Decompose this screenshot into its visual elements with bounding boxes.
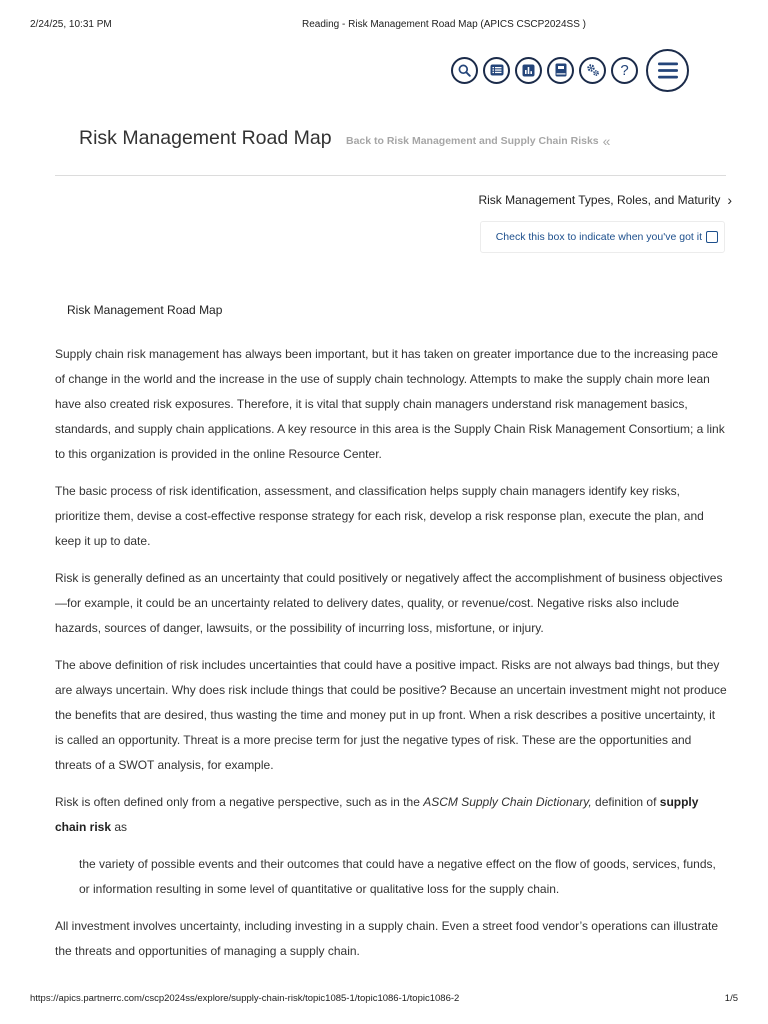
contents-button[interactable] xyxy=(483,57,510,84)
page-title: Risk Management Road Map xyxy=(79,127,332,149)
list-icon xyxy=(490,64,504,76)
print-url: https://apics.partnerrc.com/cscp2024ss/explore/supply-chain-risk/topic1085-1/topic1086-1/topic1086-2 xyxy=(30,993,460,1004)
paragraph: The above definition of risk includes uncertainties that could have a positive impact. Risks are not always bad things, but they are always uncertain. Why does risk include things that could be positive? Because an uncertain investment might not produce the benefits that are desired, thus wasting the time and money put in up front. When a risk describes a positive uncertainty, it is called an opportunity. Threat is a more precise term for just the negative types of risk. These are the opportunities and threats of a SWOT analysis, for example. xyxy=(55,658,727,772)
search-icon xyxy=(458,64,471,77)
print-datetime: 2/24/25, 10:31 PM xyxy=(30,19,112,30)
double-chevron-left-icon: « xyxy=(602,133,611,149)
got-it-checkbox[interactable] xyxy=(706,231,718,243)
next-topic-link[interactable] xyxy=(478,192,732,208)
definition-quote: the variety of possible events and their outcomes that could have a negative effect on the flow of goods, services, funds, or information resulting in some level of quantitative or qualitative loss for the supply chain. xyxy=(79,857,716,896)
back-link-label: Back to Risk Management and Supply Chain Risks xyxy=(346,135,599,147)
got-it-panel xyxy=(480,221,725,253)
settings-button[interactable] xyxy=(579,57,606,84)
settings-icon xyxy=(586,63,600,77)
header-divider xyxy=(55,175,726,176)
definition-intro xyxy=(55,790,727,840)
paragraph: Risk is generally defined as an uncertainty that could positively or negatively affect the accomplishment of business objectives—for example, it could be an uncertainty related to delivery dates, quality, or revenue/cost. Negative risks also include hazards, sources of danger, lawsuits, or the possibility of incurring loss, misfortune, or injury. xyxy=(55,571,723,635)
chevron-right-icon: › xyxy=(727,192,732,208)
reading-content xyxy=(55,342,727,976)
defined-term: supply chain risk xyxy=(55,795,699,834)
main-menu-button[interactable] xyxy=(646,49,689,92)
chart-icon xyxy=(522,64,535,77)
next-link-label: Risk Management Types, Roles, and Maturity xyxy=(478,193,721,207)
definition-text: Risk is often defined only from a negative perspective, such as in the xyxy=(55,795,424,809)
toolbar xyxy=(448,48,689,92)
progress-button[interactable] xyxy=(515,57,542,84)
page-number: 1/5 xyxy=(724,993,738,1004)
glossary-button[interactable] xyxy=(547,57,574,84)
help-button[interactable] xyxy=(611,57,638,84)
dictionary-title: ASCM Supply Chain Dictionary, xyxy=(423,795,592,809)
help-icon: ? xyxy=(620,61,629,79)
paragraph: All investment involves uncertainty, including investing in a supply chain. Even a street food vendor’s operations can illustrate the threats and opportunities of managing a supply chain. xyxy=(55,919,719,958)
definition-text: as xyxy=(111,820,128,834)
got-it-label: Check this box to indicate when you've got it xyxy=(495,231,702,243)
definition-text: definition of xyxy=(591,795,660,809)
paragraph: The basic process of risk identification, assessment, and classification helps supply chain managers identify key risks, prioritize them, devise a cost-effective response strategy for each risk, develop a risk response plan, execute the plan, and keep it up to date. xyxy=(55,484,704,548)
print-title: Reading - Risk Management Road Map (APICS CSCP2024SS ) xyxy=(301,19,587,30)
paragraph: Supply chain risk management has always been important, but it has taken on greater importance due to the increasing pace of change in the world and the increase in the use of supply chain technology. Attempts to make the supply chain more lean have also created risk exposures. Therefore, it is vital that supply chain managers understand risk management basics, standards, and supply chain applications. A key resource in this area is the Supply Chain Risk Management Consortium; a link to this organization is provided in the online Resource Center. xyxy=(55,347,725,461)
menu-icon xyxy=(658,62,678,79)
back-to-topic-link[interactable] xyxy=(346,135,610,147)
book-icon xyxy=(555,63,567,77)
search-button[interactable] xyxy=(451,57,478,84)
section-heading: Risk Management Road Map xyxy=(67,303,223,317)
